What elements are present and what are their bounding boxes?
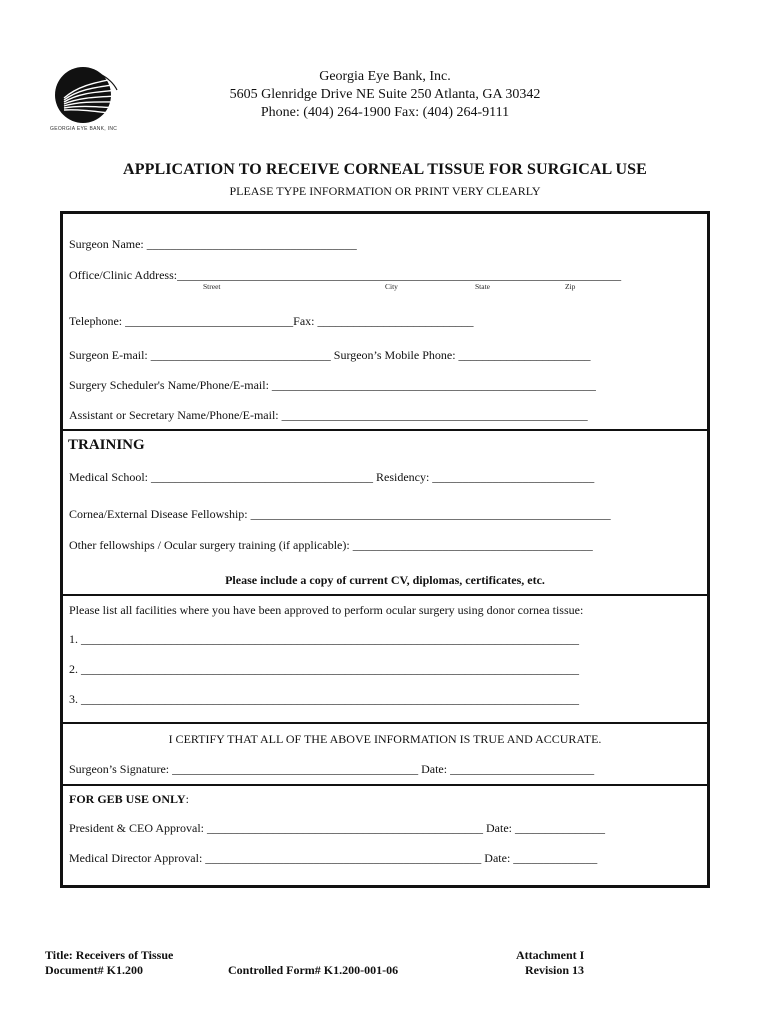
scheduler-field[interactable]: Surgery Scheduler's Name/Phone/E-mail: ______________________________________________________	[69, 378, 596, 392]
footer-revision: Revision 13	[525, 963, 585, 977]
section-divider	[63, 594, 707, 596]
cv-note: Please include a copy of current CV, diplomas, certificates, etc.	[225, 573, 545, 587]
footer-title: Title: Receivers of Tissue	[45, 948, 174, 962]
president-approval-field[interactable]: President & CEO Approval: ______________________________________________ Date: _______________	[69, 821, 605, 835]
medical-school-field[interactable]: Medical School: _____________________________________ Residency: ___________________________	[69, 470, 595, 484]
assistant-field[interactable]: Assistant or Secretary Name/Phone/E-mail: ___________________________________________________	[69, 408, 588, 422]
fellowship-field[interactable]: Cornea/External Disease Fellowship: ____________________________________________________________	[69, 507, 611, 521]
facility-line-1[interactable]: 1. ___________________________________________________________________________________	[69, 632, 579, 646]
geb-use-heading	[69, 792, 189, 807]
facility-line-3[interactable]: 3. ___________________________________________________________________________________	[69, 692, 579, 706]
geb-use-label: FOR GEB USE ONLY	[69, 792, 186, 806]
footer-attachment: Attachment I	[516, 948, 585, 962]
medical-director-approval-field[interactable]: Medical Director Approval: ______________________________________________ Date: ______________	[69, 851, 598, 865]
telephone-fax-field[interactable]: Telephone: ____________________________Fax: __________________________	[69, 314, 474, 328]
page-title: APPLICATION TO RECEIVE CORNEAL TISSUE FOR SURGICAL USE	[123, 161, 647, 178]
page-subtitle: PLEASE TYPE INFORMATION OR PRINT VERY CLEARLY	[229, 184, 541, 198]
address-state-label: State	[475, 282, 490, 291]
footer-document: Document# K1.200	[45, 963, 143, 977]
org-phone-fax: Phone: (404) 264-1900 Fax: (404) 264-9111	[260, 105, 510, 120]
certification-statement: I CERTIFY THAT ALL OF THE ABOVE INFORMATION IS TRUE AND ACCURATE.	[168, 732, 602, 746]
application-form	[60, 211, 710, 888]
org-address: 5605 Glenridge Drive NE Suite 250 Atlanta, GA 30342	[229, 87, 541, 102]
section-divider	[63, 722, 707, 724]
address-city-label: City	[385, 282, 398, 291]
section-divider	[63, 784, 707, 786]
facilities-prompt: Please list all facilities where you have been approved to perform ocular surgery using donor cornea tissue:	[69, 603, 584, 617]
email-mobile-field[interactable]: Surgeon E-mail: ______________________________ Surgeon’s Mobile Phone: ______________________	[69, 348, 591, 362]
office-address-field[interactable]: Office/Clinic Address:__________________________________________________________________________	[69, 268, 622, 282]
address-zip-label: Zip	[565, 282, 576, 291]
footer-controlled-form: Controlled Form# K1.200-001-06	[228, 963, 399, 977]
geb-use-colon: :	[185, 792, 189, 806]
other-training-field[interactable]: Other fellowships / Ocular surgery training (if applicable): ________________________________________	[69, 538, 593, 552]
facility-line-2[interactable]: 2. ___________________________________________________________________________________	[69, 662, 579, 676]
logo-text: GEORGIA EYE BANK, INC	[50, 126, 118, 132]
address-street-label: Street	[203, 282, 221, 291]
signature-field[interactable]: Surgeon’s Signature: _________________________________________ Date: ________________________	[69, 762, 595, 776]
section-divider	[63, 429, 707, 431]
org-name: Georgia Eye Bank, Inc.	[319, 69, 451, 84]
surgeon-name-field[interactable]: Surgeon Name: ___________________________________	[69, 237, 357, 251]
training-heading: TRAINING	[68, 437, 145, 453]
